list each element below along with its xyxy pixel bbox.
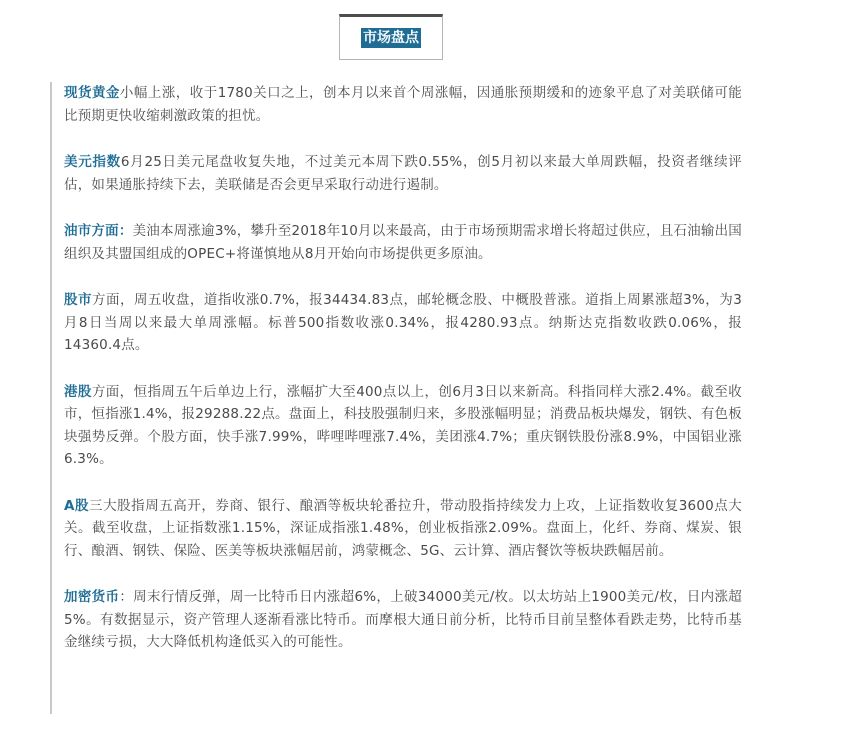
market-summary-content	[50, 82, 742, 714]
paragraph-lead: 股市	[64, 292, 92, 308]
paragraph-lead: 现货黄金	[64, 85, 120, 101]
paragraph-crypto	[64, 586, 742, 654]
paragraph-gold	[64, 82, 742, 127]
paragraph-text: 方面，恒指周五午后单边上行，涨幅扩大至400点以上，创6月3日以来新高。科指同样大涨2.4%。截至收市，恒指涨1.4%，报29288.22点。盘面上，科技股强制归来，多股涨幅明显；消费品板块爆发，钢铁、有色板块强势反弹。个股方面，快手涨7.99%，哔哩哔哩涨7.4%，美团涨4.7%；重庆钢铁股份涨8.9%，中国铝业涨6.3%。	[64, 383, 742, 467]
paragraph-us-stocks	[64, 289, 742, 357]
paragraph-lead: 港股	[64, 383, 92, 400]
paragraph-text: 方面，周五收盘，道指收涨0.7%，报34434.83点，邮轮概念股、中概股普涨。道指上周累涨超3%，为3月8日当周以来最大单周涨幅。标普500指数收涨0.34%，报4280.93点。纳斯达克指数收跌0.06%，报14360.4点。	[64, 292, 742, 353]
paragraph-lead: 加密货币	[64, 589, 120, 605]
paragraph-text: 6月25日美元尾盘收复失地，不过美元本周下跌0.55%，创5月初以来最大单周跌幅，投资者继续评估，如果通胀持续下去，美联储是否会更早采取行动进行遏制。	[64, 154, 742, 193]
paragraph-text: 小幅上涨，收于1780关口之上，创本月以来首个周涨幅，因通胀预期缓和的迹象平息了对美联储可能比预期更快收缩刺激政策的担忧。	[64, 85, 742, 124]
paragraph-lead: A股	[64, 497, 90, 514]
paragraph-text: 美油本周涨逾3%，攀升至2018年10月以来最高，由于市场预期需求增长将超过供应，且石油输出国组织及其盟国组成的OPEC+将谨慎地从8月开始向市场提供更多原油。	[64, 223, 742, 262]
paragraph-text: ：周末行情反弹，周一比特币日内涨超6%，上破34000美元/枚。以太坊站上1900美元/枚，日内涨超5%。有数据显示，资产管理人逐渐看涨比特币。而摩根大通日前分析，比特币目前呈整体看跌走势，比特币基金继续亏损，大大降低机构逢低买入的可能性。	[64, 589, 742, 650]
paragraph-usd-index	[64, 151, 742, 196]
paragraph-oil	[64, 220, 742, 265]
paragraph-lead: 美元指数	[64, 154, 121, 170]
section-title-box	[339, 14, 443, 60]
paragraph-lead: 油市方面：	[64, 223, 133, 239]
paragraph-a-shares	[64, 495, 742, 563]
section-title: 市场盘点	[363, 30, 419, 46]
paragraph-hk-stocks	[64, 381, 742, 471]
paragraph-text: 三大股指周五高开，券商、银行、酿酒等板块轮番拉升，带动股指持续发力上攻，上证指数收复3600点大关。截至收盘，上证指数涨1.15%，深证成指涨1.48%，创业板指涨2.09%。盘面上，化纤、券商、煤炭、银行、酿酒、钢铁、保险、医美等板块涨幅居前，鸿蒙概念、5G、云计算、酒店餐饮等板块跌幅居前。	[64, 497, 742, 559]
